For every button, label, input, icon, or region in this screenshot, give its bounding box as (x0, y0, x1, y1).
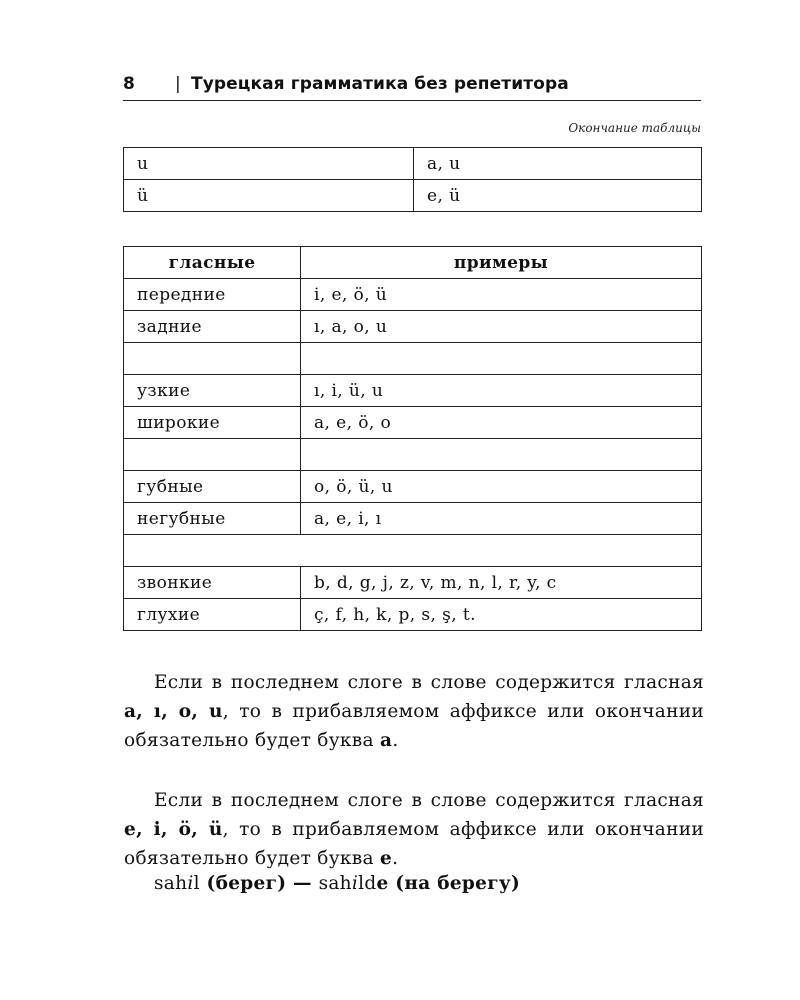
table-cell: глухие (124, 599, 301, 631)
example-gloss: (берег) — (199, 873, 319, 894)
vowel-classification-table (123, 246, 702, 631)
bold-text: e, i, ö, ü (124, 819, 223, 840)
text-run: Если в последнем слоге в слове содержится гласная (154, 790, 704, 811)
table-row (124, 148, 702, 180)
text-run: , то в прибавляемом аффиксе или окончании обязательно будет буква (124, 819, 705, 869)
table-cell: ı, a, o, u (301, 311, 702, 343)
table-cell: b, d, g, j, z, v, m, n, l, r, y, c (301, 567, 702, 599)
table-spacer-row (124, 439, 702, 471)
table-cell: узкие (124, 375, 301, 407)
table-cell: задние (124, 311, 301, 343)
text-run: . (392, 730, 399, 751)
table-row (124, 311, 702, 343)
page-header (123, 72, 701, 101)
table-cell (124, 439, 301, 471)
page-number: 8 (123, 74, 135, 94)
table-cell: a, u (414, 148, 702, 180)
table-cell: ü (124, 180, 414, 212)
table-cell: широкие (124, 407, 301, 439)
table-cell: i, e, ö, ü (301, 279, 702, 311)
example-vowel: i (351, 873, 359, 894)
text-run: , то в прибавляемом аффиксе или окончании обязательно будет буква (124, 701, 704, 751)
table-row (124, 567, 702, 599)
example-vowel: i (187, 873, 194, 894)
table-cell: губные (124, 471, 301, 503)
table-header-row (124, 247, 702, 279)
book-title: Турецкая грамматика без репетитора (191, 74, 569, 94)
table-cell (301, 439, 702, 471)
text-run: Если в последнем слоге в слове содержится гласная (154, 672, 704, 693)
rule-paragraph-front-vowels (124, 786, 704, 873)
table-row (124, 407, 702, 439)
table-cell: o, ö, ü, u (301, 471, 702, 503)
table-row (124, 279, 702, 311)
vowel-table-end (123, 147, 702, 212)
table-cell (301, 343, 702, 375)
table-cell: негубные (124, 503, 301, 535)
text-run: . (392, 848, 399, 869)
example-word: ld (358, 873, 377, 894)
table-row (124, 180, 702, 212)
bold-text: e (380, 848, 393, 869)
header-separator: | (175, 74, 181, 94)
table-cell (124, 343, 301, 375)
table-row (124, 599, 702, 631)
example-word: sah (154, 873, 188, 894)
table-cell (124, 535, 702, 567)
bold-text: a (380, 730, 393, 751)
table-cell: a, e, i, ı (301, 503, 702, 535)
table-cell: u (124, 148, 414, 180)
column-header: примеры (301, 247, 702, 279)
table-cell: e, ü (414, 180, 702, 212)
bold-text: a, ı, o, u (124, 701, 223, 722)
table-row (124, 503, 702, 535)
table-cell: ı, i, ü, u (301, 375, 702, 407)
column-header: гласные (124, 247, 301, 279)
example-word: sah (318, 873, 352, 894)
table-continuation-caption: Окончание таблицы (568, 121, 701, 135)
table-row (124, 375, 702, 407)
table-spacer-row (124, 343, 702, 375)
table-spacer-row (124, 535, 702, 567)
table-cell: звонкие (124, 567, 301, 599)
example-suffix-vowel: e (376, 873, 389, 894)
table-cell: передние (124, 279, 301, 311)
rule-paragraph-back-vowels (124, 668, 704, 755)
table-cell: ç, f, h, k, p, s, ş, t. (301, 599, 702, 631)
example-line (154, 873, 520, 894)
example-word: l (193, 873, 200, 894)
table-row (124, 471, 702, 503)
table-cell: a, e, ö, o (301, 407, 702, 439)
example-gloss: (на берегу) (388, 873, 521, 894)
